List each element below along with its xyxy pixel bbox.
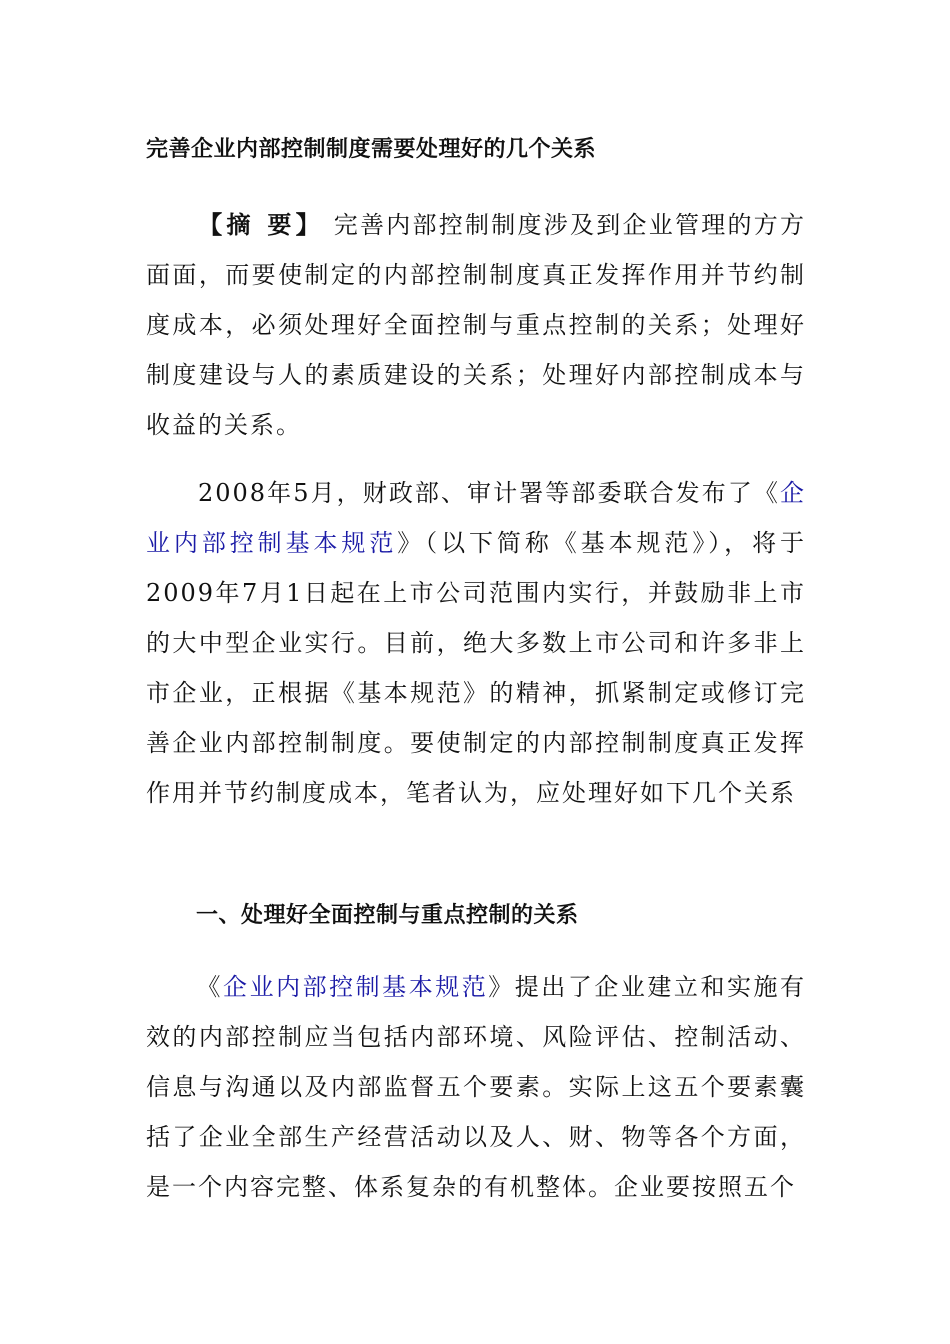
- section-heading: 一、处理好全面控制与重点控制的关系: [196, 902, 579, 928]
- intro-paragraph: [146, 468, 806, 818]
- abstract-text: 完善内部控制制度涉及到企业管理的方方面面，而要使制定的内部控制制度真正发挥作用并节约制度成本，必须处理好全面控制与重点控制的关系；处理好制度建设与人的素质建设的关系；处理好内部控制成本与收益的关系。: [146, 211, 806, 439]
- intro-text-after-link: 》（以下简称《基本规范》），将于2009年7月1日起在上市公司范围内实行，并鼓励非上市的大中型企业实行。目前，绝大多数上市公司和许多非上市企业，正根据《基本规范》的精神，抓紧制定或修订完善企业内部控制制度。要使制定的内部控制制度真正发挥作用并节约制度成本，笔者认为，应处理好如下几个关系: [146, 529, 806, 807]
- section-text-after-link: 》提出了企业建立和实施有效的内部控制应当包括内部环境、风险评估、控制活动、信息与沟通以及内部监督五个要素。实际上这五个要素囊括了企业全部生产经营活动以及人、财、物等各个方面，是一个内容完整、体系复杂的有机整体。企业要按照五个: [146, 973, 807, 1201]
- abstract-paragraph: [146, 200, 806, 450]
- abstract-label: 【摘 要】: [198, 210, 324, 239]
- section-text-before-link: 《: [196, 973, 224, 1001]
- regulation-link[interactable]: 企业内部控制基本规范: [146, 479, 806, 557]
- regulation-link[interactable]: 企业内部控制基本规范: [223, 973, 489, 1001]
- document-title: 完善企业内部控制制度需要处理好的几个关系: [146, 136, 597, 162]
- section-paragraph: [146, 962, 806, 1212]
- intro-text-before-link: 2008年5月，财政部、审计署等部委联合发布了《: [198, 479, 780, 507]
